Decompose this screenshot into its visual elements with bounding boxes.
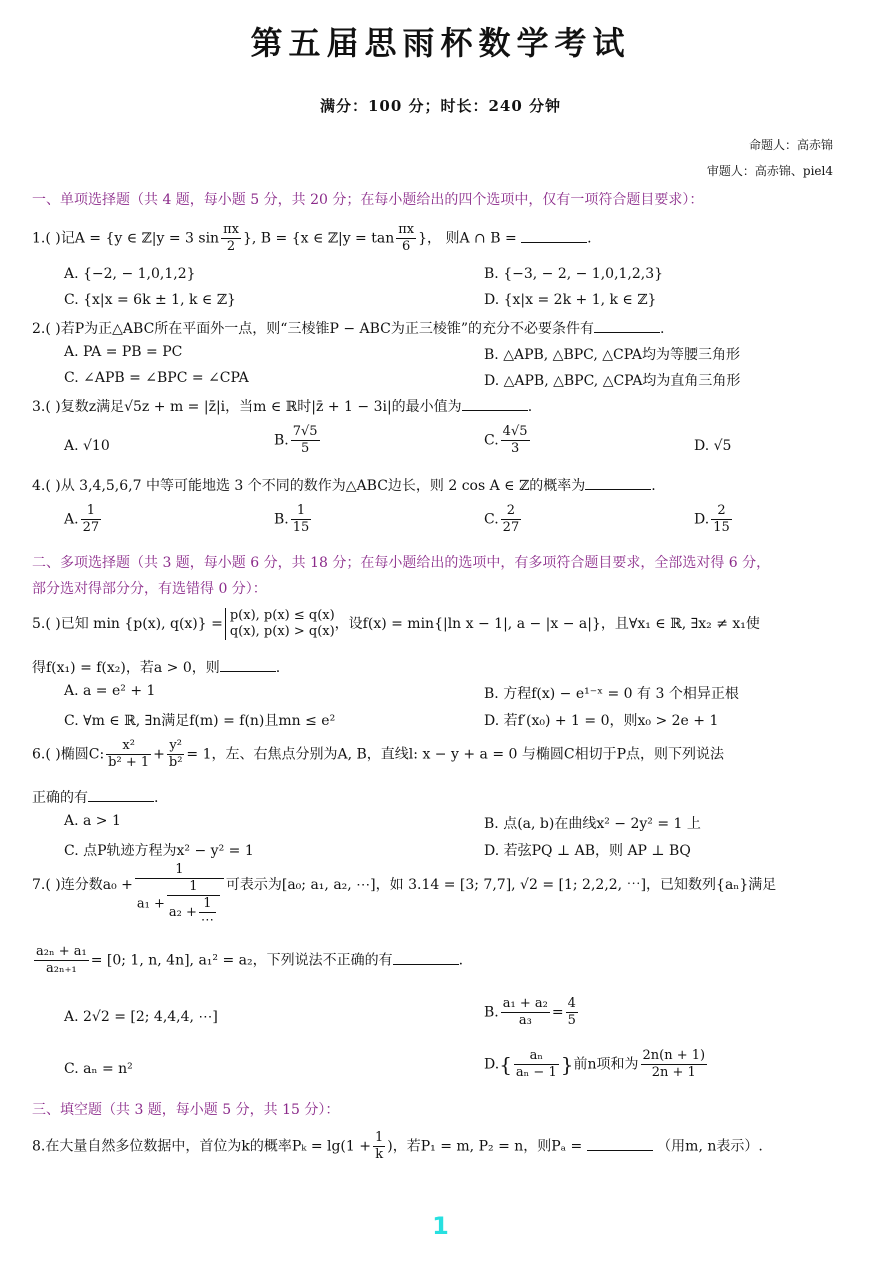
q4-text: 4.( )从 3,4,5,6,7 中等可能地选 3 个不同的数作为△ABC边长，则 2 cos A ∈ ℤ的概率为 [32, 478, 586, 494]
q7-cf-den-a: a₁ + [136, 896, 165, 912]
q4-option-d [694, 503, 734, 536]
q3-b-frac [291, 424, 320, 457]
q7-d-label: D. [484, 1056, 500, 1073]
q6-prefix: 6.( )椭圆C: [32, 746, 105, 763]
q5-case-2: q(x), p(x) > q(x) [229, 624, 335, 639]
q3-c-den: 3 [501, 440, 530, 457]
q7-cf-num: 1 [175, 862, 184, 877]
q7-d-result-num: 2n(n + 1) [642, 1048, 706, 1063]
q5-prefix: 5.( )已知 min {p(x), q(x)} = [32, 616, 223, 632]
q7-d-mid: 前n项和为 [573, 1056, 639, 1073]
q1-suffix: }， 则A ∩ B = [418, 230, 517, 247]
question-7-line2: $\frac{\text{a₂ₙ + a₁}}{\text{a₂ₙ₊₁}}$ = [0; 1, n, 4n], a₁² = a₂，下列说法不正确的有 . [36, 944, 464, 976]
q2-option-c: C. ∠APB = ∠BPC = ∠CPA [64, 370, 249, 386]
question-5-stem [32, 608, 760, 640]
q6-line2-text: 正确的有 [32, 790, 88, 806]
page-number: 1 [432, 1212, 449, 1240]
q7-ratio [34, 944, 89, 977]
section-heading-fill-in: 三、填空题（共 3 题，每小题 5 分，共 15 分）： [32, 1102, 340, 1118]
section-heading-multi-choice-line1: 二、多项选择题（共 3 题，每小题 6 分，共 18 分；在每小题给出的选项中，有多项符合题目要求，全部选对得 6 分， [32, 555, 771, 571]
q1-frac2-num: πx [398, 222, 415, 237]
question-7-stem [32, 862, 776, 929]
q4-a-frac [81, 503, 102, 536]
q6-frac-y-den: b² [168, 755, 183, 770]
q8-suffix: )，若P₁ = m, P₂ = n，则Pₐ = [387, 1138, 583, 1155]
q6-frac-x [106, 738, 151, 771]
q3-option-a: A. √10 [64, 438, 110, 454]
q7-b-eq: = [551, 1004, 564, 1021]
q5-line2-text: 得f(x₁) = f(x₂)，若a > 0，则 [32, 660, 220, 676]
q8-prefix: 8.在大量自然多位数据中，首位为k的概率Pₖ = lg(1 + [32, 1138, 371, 1155]
q4-b-frac [291, 503, 312, 536]
q7-cf-inner-den-a: a₂ + [168, 905, 197, 920]
q5-option-c: C. ∀m ∈ ℝ, ∃n满足f(m) = f(n)且mn ≤ e² [64, 713, 336, 729]
q7-cf-den [135, 878, 224, 929]
q7-cf-inner-num: 1 [189, 879, 198, 894]
q1-prefix: 1.( )记A = {y ∈ ℤ|y = 3 sin [32, 230, 220, 247]
q7-ratio-den: a₂ₙ₊₁ [34, 960, 89, 977]
q1-frac1-num: πx [223, 222, 239, 237]
q1-frac2 [396, 222, 416, 255]
q7-cf-inner2-den: ⋯ [200, 913, 214, 928]
q4-c-num: 2 [506, 503, 516, 518]
q7-option-c: C. aₙ = n² [64, 1061, 133, 1077]
q6-frac-x-den: b² + 1 [108, 755, 150, 770]
answer-blank[interactable] [587, 1136, 653, 1151]
q7-b-result-num: 4 [567, 996, 576, 1011]
q4-a-num: 1 [86, 503, 95, 518]
q5-piecewise [225, 608, 335, 640]
q3-b-den: 5 [291, 440, 320, 457]
answer-blank[interactable] [462, 396, 528, 411]
q7-ratio-num: a₂ₙ + a₁ [36, 944, 87, 959]
q4-d-num: 2 [717, 503, 726, 518]
q3-option-b [274, 424, 322, 457]
q7-option-b [484, 996, 580, 1029]
q5-option-d: D. 若f′(x₀) + 1 = 0，则x₀ > 2e + 1 [484, 713, 719, 729]
q4-c-frac [501, 503, 522, 536]
q3-c-num: 4√5 [502, 424, 528, 439]
section-heading-multi-choice-line2: 部分选对得部分分，有选错得 0 分）： [32, 581, 267, 597]
question-6-stem [32, 738, 724, 771]
q2-option-d: D. △APB, △BPC, △CPA均为直角三角形 [484, 373, 741, 389]
q6-frac-y-num: y² [169, 738, 182, 753]
question-1-stem: 1.( )记A = {y ∈ ℤ|y = 3 sin $\frac{\pi x}{2}$ }, B = {x ∈ ℤ|y = tan $\frac{\pi x}{6}$ }， 则A ∩ B = . [32, 222, 592, 254]
q2-text: 2.( )若P为正△ABC所在平面外一点，则“三棱锥P − ABC为正三棱锥”的充分不必要条件有 [32, 321, 595, 337]
q7-d-frac [514, 1048, 559, 1081]
answer-blank[interactable] [88, 787, 154, 802]
q7-b-label: B. [484, 1004, 499, 1021]
q3-c-label: C. [484, 432, 499, 449]
q3-b-num: 7√5 [292, 424, 318, 439]
q7-d-brace-left: { [499, 1052, 512, 1077]
answer-blank[interactable] [594, 318, 660, 333]
q4-a-den: 27 [82, 520, 100, 535]
q7-suffix: 可表示为[a₀; a₁, a₂, ⋯]，如 3.14 = [3; 7,7], √2 = [1; 2,2,2, ⋯]，已知数列{aₙ}满足 [225, 877, 777, 893]
q4-c-den: 27 [502, 520, 520, 535]
q3-option-c [484, 424, 532, 457]
answer-blank[interactable] [521, 228, 587, 243]
q1-option-c: C. {x|x = 6k ± 1, k ∈ ℤ} [64, 292, 236, 308]
answer-blank[interactable] [393, 950, 459, 965]
question-5-line2: 得f(x₁) = f(x₂)，若a > 0，则 . [32, 657, 280, 677]
q4-option-b [274, 503, 313, 536]
q2-option-b: B. △APB, △BPC, △CPA均为等腰三角形 [484, 347, 740, 363]
q1-frac1-den: 2 [221, 238, 241, 255]
q6-suffix: = 1，左、右焦点分别为A, B，直线l: x − y + a = 0 与椭圆C相切于P点，则下列说法 [186, 746, 724, 763]
q7-d-result-den: 2n + 1 [641, 1064, 708, 1081]
exam-info: 满分：100 分；时长：240 分钟 [319, 97, 562, 115]
q1-option-a: A. {−2, − 1,0,1,2} [64, 266, 196, 282]
q6-plus: + [153, 746, 165, 763]
q4-d-label: D. [694, 511, 710, 528]
q1-frac1 [221, 222, 241, 255]
q1-option-b: B. {−3, − 2, − 1,0,1,2,3} [484, 266, 664, 282]
question-6-line2: 正确的有 . [32, 787, 158, 807]
answer-blank[interactable] [585, 475, 651, 490]
q8-frac [373, 1130, 385, 1163]
q5-suffix: ，设f(x) = min{|ln x − 1|, a − |x − a|}，且∀x₁ ∈ ℝ, ∃x₂ ≠ x₁使 [334, 616, 760, 632]
q7-cf-inner-den [167, 895, 220, 929]
q8-frac-den: k [373, 1146, 385, 1163]
reviewer-line: 审题人：高赤锦、piel4 [706, 164, 833, 178]
q7-option-a: A. 2√2 = [2; 4,4,4, ⋯] [64, 1009, 218, 1025]
q3-option-d: D. √5 [694, 438, 732, 454]
q6-frac-y [167, 738, 185, 771]
q7-b-result [566, 996, 578, 1029]
q4-option-c [484, 503, 523, 536]
q1-option-d: D. {x|x = 2k + 1, k ∈ ℤ} [484, 292, 657, 308]
q7-prefix: 7.( )连分数a₀ + [32, 877, 133, 893]
q3-b-label: B. [274, 432, 289, 449]
q6-option-a: A. a > 1 [64, 813, 121, 829]
q4-d-frac [711, 503, 732, 536]
q5-option-a: A. a = e² + 1 [64, 683, 156, 699]
q3-c-frac [501, 424, 530, 457]
q6-option-d: D. 若弦PQ ⊥ AB，则 AP ⊥ BQ [484, 843, 691, 859]
q4-b-num: 1 [296, 503, 306, 518]
q7-line2-text: = [0; 1, n, 4n], a₁² = a₂，下列说法不正确的有 [90, 952, 393, 969]
question-8-stem [32, 1130, 763, 1163]
q7-continued-fraction [135, 862, 224, 929]
q1-mid: }, B = {x ∈ ℤ|y = tan [242, 230, 395, 247]
q7-b-frac [501, 996, 550, 1029]
q7-b-num: a₁ + a₂ [502, 996, 548, 1011]
q7-d-result [641, 1048, 708, 1081]
q7-cf-inner2 [199, 896, 216, 929]
q7-d-brace-right: } [560, 1052, 574, 1077]
q7-cf-inner [167, 879, 220, 929]
q7-b-result-den: 5 [567, 1013, 576, 1028]
q6-frac-x-num: x² [122, 738, 135, 753]
setter-line: 命题人：高赤锦 [748, 138, 833, 152]
answer-blank[interactable] [220, 657, 276, 672]
q6-option-b: B. 点(a, b)在曲线x² − 2y² = 1 上 [484, 816, 701, 832]
q4-d-den: 15 [713, 520, 730, 535]
q4-option-a [64, 503, 103, 536]
q5-option-b: B. 方程f(x) − e¹⁻ˣ = 0 有 3 个相异正根 [484, 686, 739, 702]
q2-option-a: A. PA = PB = PC [64, 344, 183, 360]
q3-text: 3.( )复数z满足√5z + m = |z̄|i，当m ∈ ℝ时|z̄ + 1 − 3i|的最小值为 [32, 399, 462, 415]
q7-cf-inner2-num: 1 [203, 896, 212, 911]
q7-b-den: a₃ [501, 1012, 550, 1029]
q7-d-num: aₙ [529, 1048, 544, 1063]
q5-case-1: p(x), p(x) ≤ q(x) [229, 608, 335, 623]
q8-frac-num: 1 [375, 1130, 384, 1145]
q4-a-label: A. [64, 511, 79, 528]
q4-c-label: C. [484, 511, 499, 528]
question-4-stem: 4.( )从 3,4,5,6,7 中等可能地选 3 个不同的数作为△ABC边长，则 2 cos A ∈ ℤ的概率为 . [32, 475, 656, 495]
q7-d-den: aₙ − 1 [515, 1065, 557, 1080]
q1-frac2-den: 6 [396, 238, 416, 255]
q8-tail: （用m, n表示）. [657, 1138, 763, 1155]
section-heading-single-choice: 一、单项选择题（共 4 题，每小题 5 分，共 20 分；在每小题给出的四个选项中，仅有一项符合题目要求）： [32, 192, 704, 208]
q4-b-den: 15 [292, 520, 310, 535]
q7-option-d [484, 1048, 709, 1081]
q4-b-label: B. [274, 511, 289, 528]
question-3-stem: 3.( )复数z满足√5z + m = |z̄|i，当m ∈ ℝ时|z̄ + 1 − 3i|的最小值为 . [32, 396, 532, 416]
page-title: 第五届思雨杯数学考试 [250, 24, 631, 62]
question-2-stem: 2.( )若P为正△ABC所在平面外一点，则“三棱锥P − ABC为正三棱锥”的充分不必要条件有 . [32, 318, 664, 338]
q6-option-c: C. 点P轨迹方程为x² − y² = 1 [64, 843, 254, 859]
